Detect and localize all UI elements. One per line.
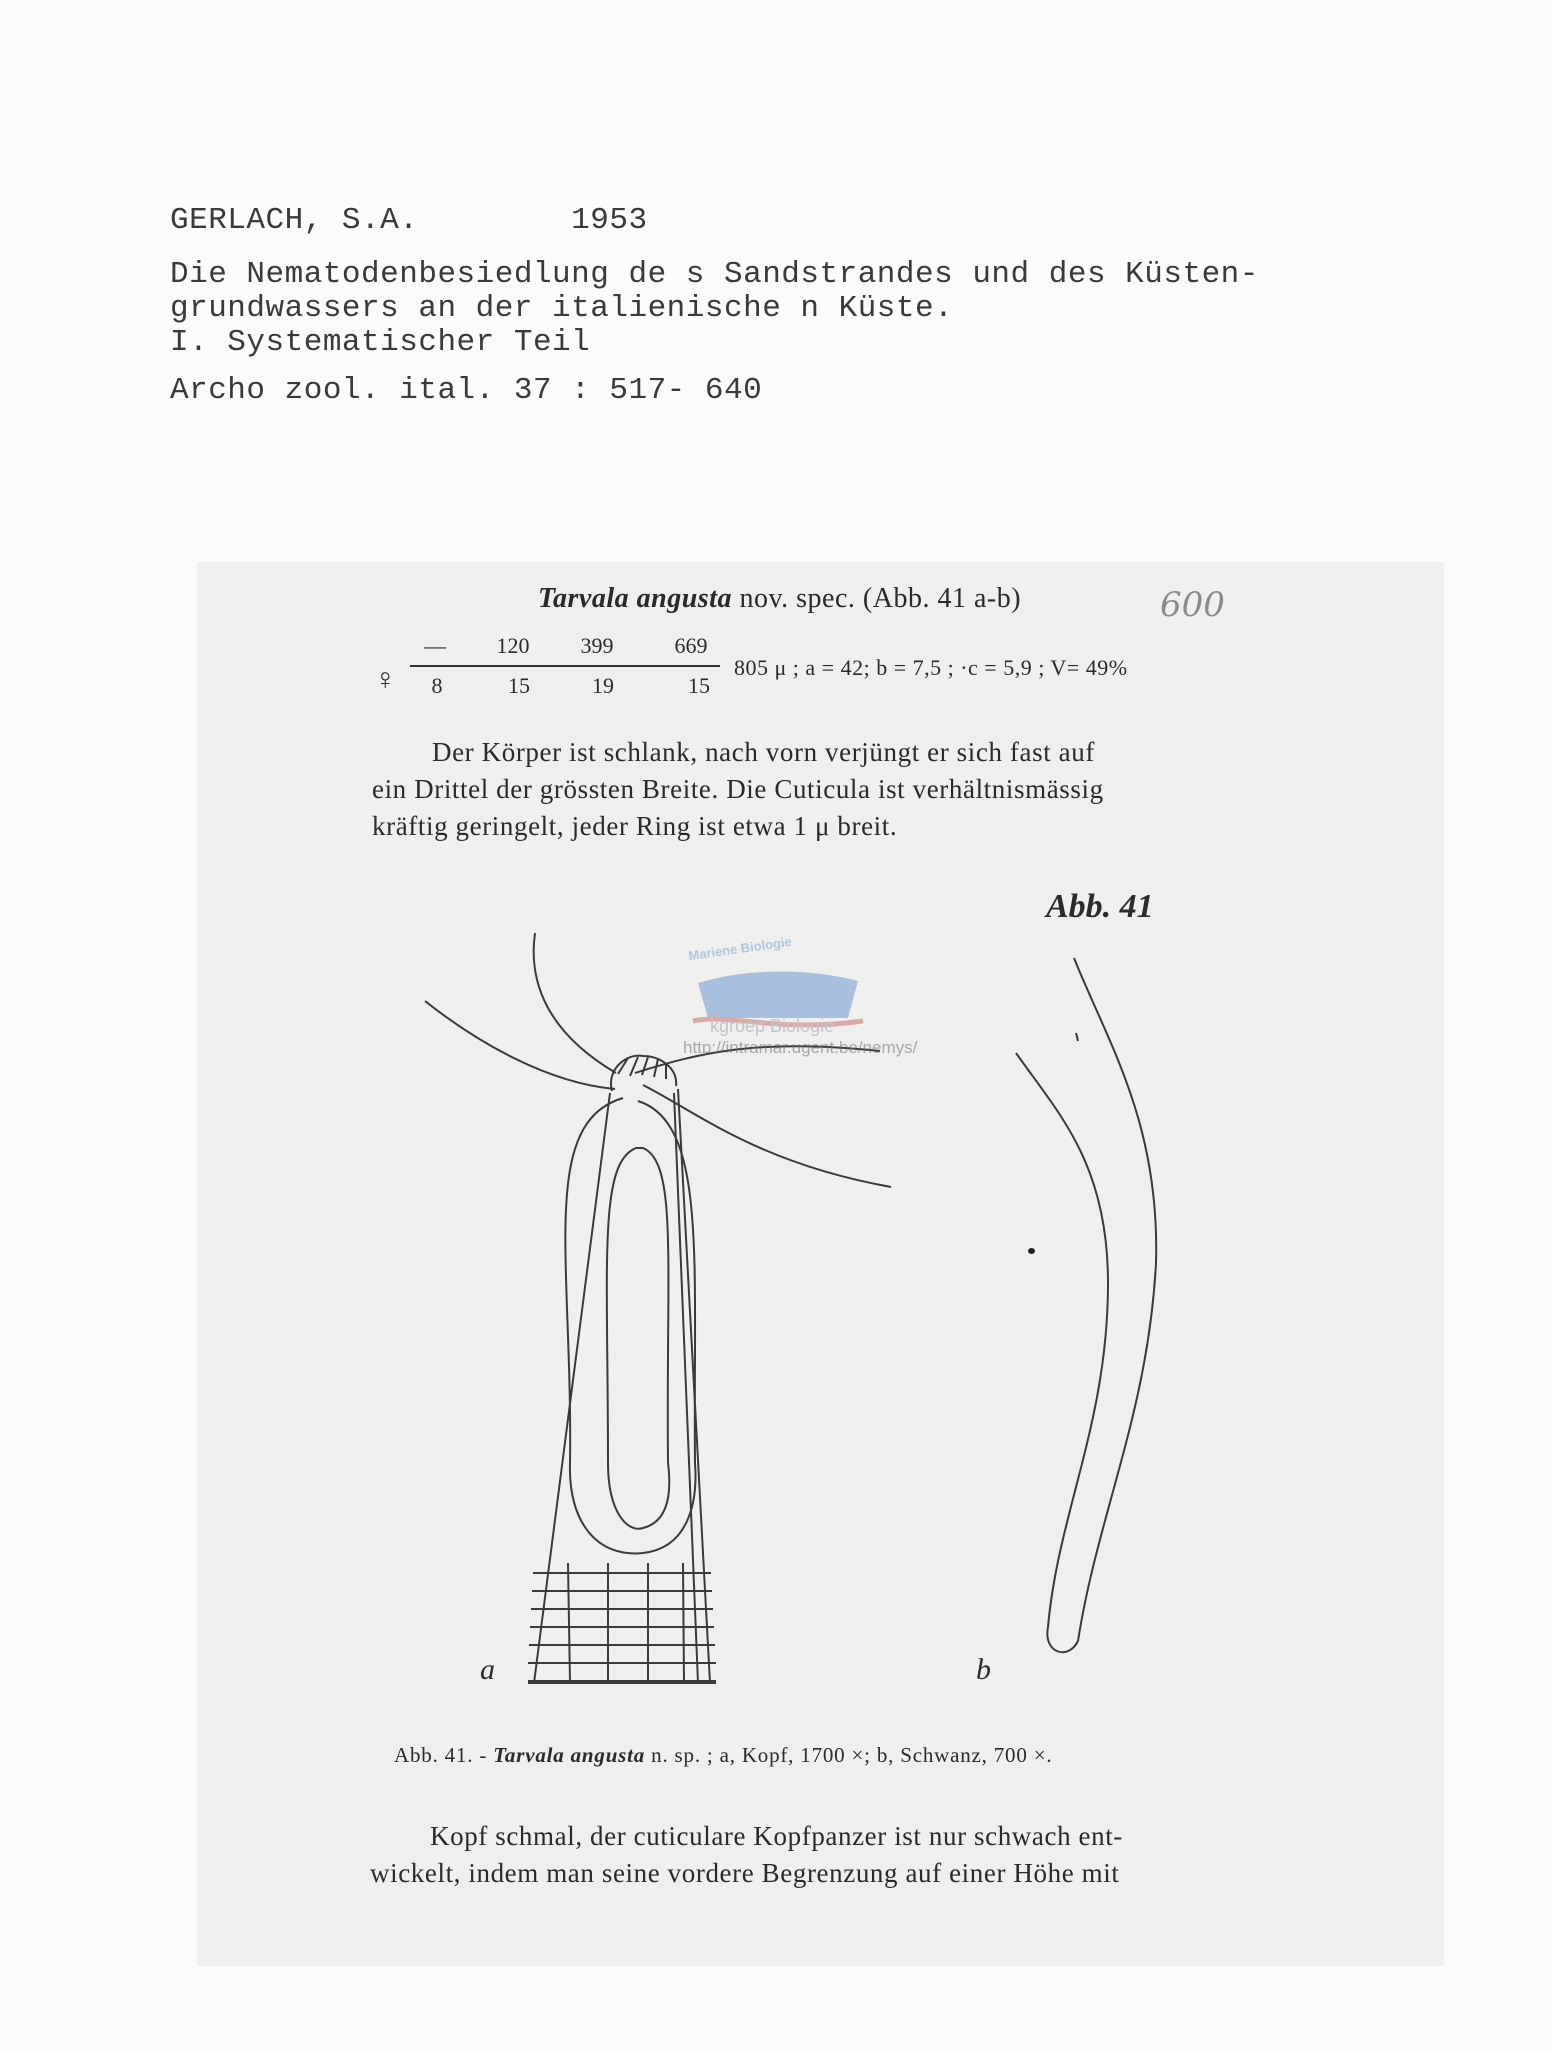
figure-label-b: b <box>976 1653 991 1686</box>
title-line-1: Die Nematodenbesiedlung de s Sandstrandes und des Küsten- <box>170 257 1259 292</box>
formula-top-2: 120 <box>496 633 530 658</box>
formula-bottom-3: 19 <box>592 673 614 698</box>
species-heading-rest: nov. spec. (Abb. 41 a-b) <box>739 583 1022 614</box>
formula-bottom-1: 8 <box>431 673 443 698</box>
para2-line1: Kopf schmal, der cuticulare Kopfpanzer ist nur schwach ent- <box>430 1821 1123 1851</box>
figure-heading: Abb. 41 <box>1046 888 1154 925</box>
formula-bottom-4: 15 <box>688 673 710 698</box>
caption-prefix: Abb. 41. - <box>394 1743 488 1767</box>
figure-caption <box>394 1743 1052 1768</box>
article-clipping <box>198 563 1443 1965</box>
female-symbol: ♀ <box>374 663 397 696</box>
watermark <box>628 933 918 1111</box>
watermark-line2: kgroep Biologie <box>710 1016 835 1036</box>
figure-b-tail-drawing <box>1016 958 1156 1652</box>
watermark-arc-text: Mariene Biologie <box>687 933 793 964</box>
formula-top-4: 669 <box>674 633 708 658</box>
title-line-2: grundwassers an der italienische n Küste. <box>170 291 954 326</box>
para1-line1: Der Körper ist schlank, nach vorn verjüngt er sich fast auf <box>432 737 1095 767</box>
formula-bottom-2: 15 <box>508 673 530 698</box>
para1-line2: ein Drittel der grössten Breite. Die Cuticula ist verhältnismässig <box>372 774 1104 804</box>
speck <box>1028 1248 1035 1254</box>
title-line-3: I. Systematischer Teil <box>170 325 591 360</box>
para2-line2: wickelt, indem man seine vordere Begrenzung auf einer Höhe mit <box>370 1858 1120 1888</box>
formula-top-3: 399 <box>580 633 614 658</box>
formula-top-1: — <box>424 633 446 658</box>
species-name: Tarvala angusta <box>538 583 732 614</box>
caption-species: Tarvala angusta <box>493 1743 646 1767</box>
author-year: GERLACH, S.A. 1953 <box>170 203 648 238</box>
para1-line3: kräftig geringelt, jeder Ring ist etwa 1 μ breit. <box>372 811 898 841</box>
caption-rest: n. sp. ; a, Kopf, 1700 ×; b, Schwanz, 700 ×. <box>651 1743 1053 1767</box>
formula-values: 805 μ ; a = 42; b = 7,5 ; ·c = 5,9 ; V= 49% <box>734 655 1128 680</box>
journal-citation: Archo zool. ital. 37 : 517- 640 <box>170 373 763 408</box>
watermark-url: http://intramar.ugent.be/nemys/ <box>683 1038 918 1057</box>
handwritten-note: 600 <box>1160 585 1225 625</box>
figure-label-a: a <box>480 1653 495 1686</box>
